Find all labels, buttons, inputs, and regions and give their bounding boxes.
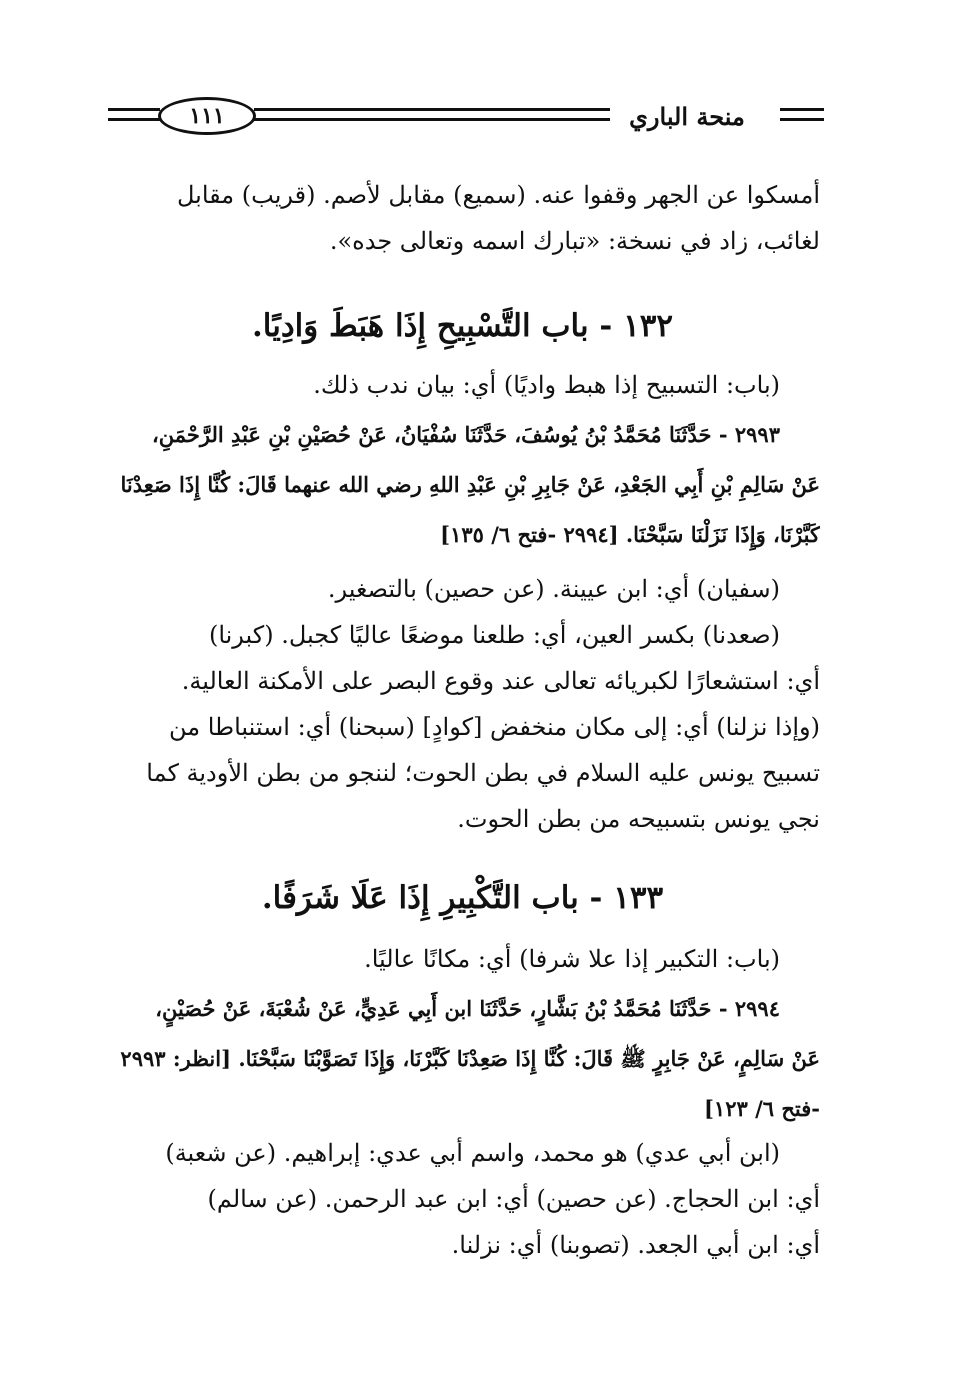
- header-rule-middle-bottom: [254, 118, 610, 121]
- intro-paragraph: [105, 172, 820, 264]
- explanation-line: (وإذا نزلنا) أي: إلى مكان منخفض [كوادٍ] (سبحنا) أي: استنباطا من: [168, 713, 820, 741]
- commentary-line: (باب: التسبيح إذا هبط واديًا) أي: بيان ندب ذلك.: [313, 371, 780, 399]
- header-rule-right-bottom: [780, 118, 824, 121]
- chapter-133-commentary: [105, 936, 820, 982]
- explanation-line: (صعدنا) بكسر العين، أي: طلعنا موضعًا عاليًا كجبل. (كبرنا): [208, 621, 780, 649]
- chapter-132-commentary: [105, 362, 820, 408]
- hadith-2994: [105, 984, 820, 1134]
- explanation-line: (ابن أبي عدي) هو محمد، واسم أبي عدي: إبراهيم. (عن شعبة): [165, 1139, 780, 1167]
- hadith-line: ٢٩٩٣ - حَدَّثَنَا مُحَمَّدُ بْنُ يُوسُفَ، حَدَّثَنَا سُفْيَانُ، عَنْ حُصَيْنِ بْنِ عَبْدِ الرَّحْمَنِ،: [152, 422, 780, 447]
- explanation-line: أي: ابن الحجاج. (عن حصين) أي: ابن عبد الرحمن. (عن سالم): [207, 1185, 820, 1213]
- chapter-132-explanation: [105, 566, 820, 842]
- explanation-line: نجي يونس بتسبيحه من بطن الحوت.: [457, 805, 820, 833]
- chapter-133-title: ١٣٣ - باب التَّكْبِيرِ إِذَا عَلَا شَرَفًا.: [261, 880, 664, 916]
- explanation-line: أي: استشعارًا لكبريائه تعالى عند وقوع البصر على الأمكنة العالية.: [181, 667, 820, 695]
- hadith-line: كَبَّرْنَا، وَإِذَا نَزَلْنَا سَبَّحْنَا. [٢٩٩٤ -فتح ٦/ ١٣٥]: [440, 522, 820, 547]
- commentary-line: (باب: التكبير إذا علا شرفا) أي: مكانًا عاليًا.: [364, 945, 780, 973]
- hadith-line: -فتح ٦/ ١٢٣]: [703, 1096, 820, 1121]
- explanation-line: (سفيان) أي: ابن عيينة. (عن حصين) بالتصغير.: [327, 575, 780, 603]
- explanation-line: أي: ابن أبي الجعد. (تصوبنا) أي: نزلنا.: [451, 1231, 820, 1259]
- header-rule-left-top: [108, 108, 160, 111]
- page-number: ١١١: [158, 97, 256, 135]
- hadith-line: عَنْ سَالِمٍ، عَنْ جَابِرٍ ﷺ قَالَ: كُنَّا إِذَا صَعِدْنَا كَبَّرْنَا، وَإِذَا تَصَوَّبْنَا سَبَّحْنَا. [انظر: ٢٩٩٣: [120, 1046, 820, 1071]
- intro-line: أمسكوا عن الجهر وقفوا عنه. (سميع) مقابل لأصم. (قريب) مقابل: [176, 181, 820, 209]
- header-rule-left-bottom: [108, 118, 160, 121]
- chapter-133-explanation: [105, 1130, 820, 1268]
- hadith-line: ٢٩٩٤ - حَدَّثَنَا مُحَمَّدُ بْنُ بَشَّارٍ، حَدَّثَنَا ابن أَبِي عَدِيٍّ، عَنْ شُعْبَةَ، عَنْ حُصَيْنٍ،: [155, 996, 780, 1021]
- hadith-line: عَنْ سَالِمِ بْنِ أَبِي الجَعْدِ، عَنْ جَابِرِ بْنِ عَبْدِ اللهِ رضي الله عنهما قَالَ: كُنَّا إِذَا صَعِدْنَا: [120, 472, 820, 497]
- running-title: منحة الباري: [629, 102, 745, 131]
- explanation-line: تسبيح يونس عليه السلام في بطن الحوت؛ لننجو من بطن الأودية كما: [146, 759, 820, 787]
- intro-line: لغائب، زاد في نسخة: «تبارك اسمه وتعالى جده».: [329, 227, 820, 255]
- page-header: [108, 94, 824, 144]
- hadith-2993: [105, 410, 820, 560]
- header-rule-right-top: [780, 108, 824, 111]
- header-rule-middle-top: [254, 108, 610, 111]
- chapter-132-title: ١٣٢ - باب التَّسْبِيحِ إِذَا هَبَطَ وَادِيًا.: [251, 308, 674, 344]
